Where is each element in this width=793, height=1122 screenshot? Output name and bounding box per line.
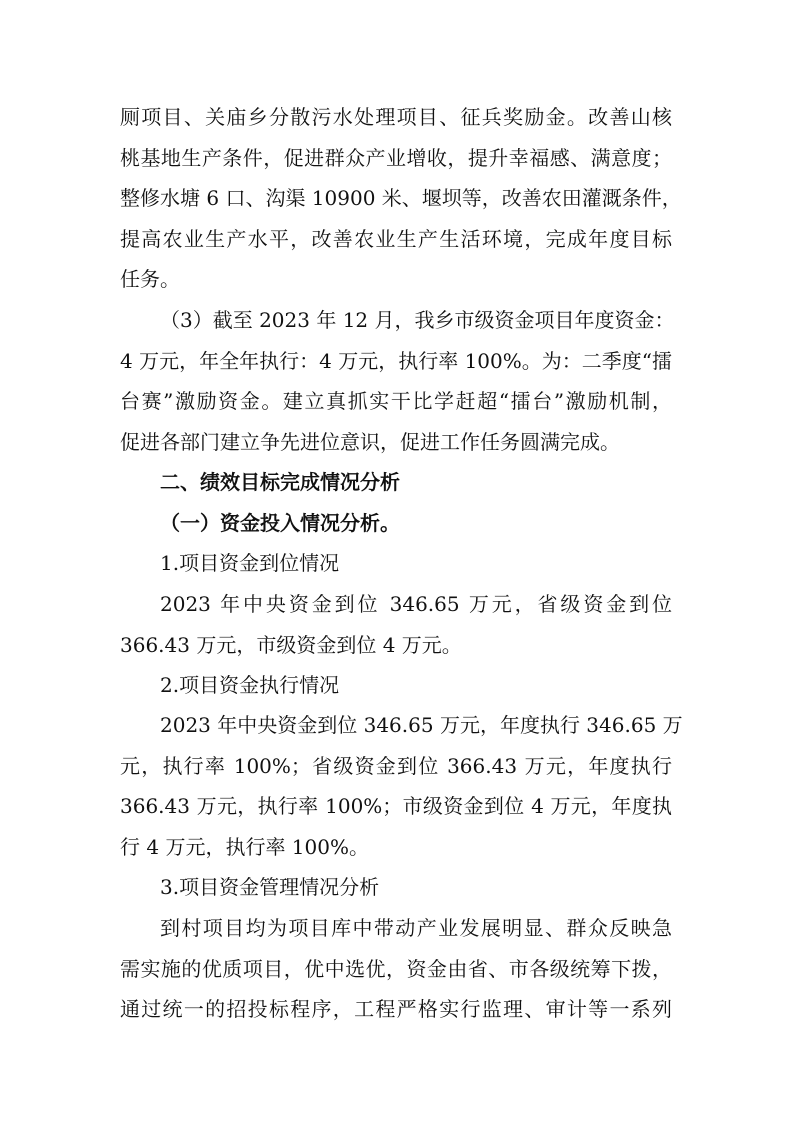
paragraph-city-funds <box>0 300 793 462</box>
text-line: 通过统一的招投标程序，工程严格实行监理、审计等一系列 <box>120 997 672 1021</box>
section-heading <box>0 462 793 503</box>
paragraph-funds-arrival <box>0 584 793 665</box>
section-heading-text: 二、绩效目标完成情况分析 <box>160 470 400 494</box>
text-line: （3）截至 2023 年 12 月，我乡市级资金项目年度资金： <box>160 308 675 332</box>
text-line: 2023 年中央资金到位 346.65 万元，年度执行 346.65 万 <box>160 713 683 737</box>
text-line: 4 万元，年全年执行：4 万元，执行率 100%。为：二季度“擂 <box>120 348 672 373</box>
text-line: 行 4 万元，执行率 100%。 <box>120 834 369 859</box>
text-line: 需实施的优质项目，优中选优，资金由省、市各级统筹下拨， <box>120 956 672 981</box>
item-title-funds-arrival <box>0 543 793 584</box>
text-line: 到村项目均为项目库中带动产业发展明显、群众反映急 <box>160 916 672 940</box>
item-title-funds-execution <box>0 665 793 706</box>
subsection-heading <box>0 503 793 544</box>
subsection-heading-text: （一）资金投入情况分析。 <box>160 511 400 535</box>
text-line: 366.43 万元，执行率 100%；市级资金到位 4 万元，年度执 <box>120 794 672 818</box>
item-title-text: 2.项目资金执行情况 <box>160 673 340 697</box>
item-title-text: 3.项目资金管理情况分析 <box>160 875 380 899</box>
text-line: 桃基地生产条件，促进群众产业增收，提升幸福感、满意度； <box>120 145 672 170</box>
item-title-funds-management <box>0 867 793 908</box>
text-line: 整修水塘 6 口、沟渠 10900 米、堰坝等，改善农田灌溉条件， <box>120 186 682 210</box>
item-title-text: 1.项目资金到位情况 <box>160 551 340 575</box>
text-line: 任务。 <box>120 267 180 291</box>
text-line: 促进各部门建立争先进位意识，促进工作任务圆满完成。 <box>120 429 620 454</box>
paragraph-project-summary <box>0 97 793 300</box>
text-line: 厕项目、关庙乡分散污水处理项目、征兵奖励金。改善山核 <box>120 105 672 129</box>
paragraph-funds-execution <box>0 705 793 867</box>
text-line: 台赛”激励资金。建立真抓实干比学赶超“擂台”激励机制， <box>120 389 672 413</box>
text-line: 元，执行率 100%；省级资金到位 366.43 万元，年度执行 <box>120 753 672 778</box>
text-line: 2023 年中央资金到位 346.65 万元，省级资金到位 <box>160 592 672 616</box>
text-line: 366.43 万元，市级资金到位 4 万元。 <box>120 632 462 657</box>
text-line: 提高农业生产水平，改善农业生产生活环境，完成年度目标 <box>120 226 672 251</box>
paragraph-funds-management <box>0 908 793 1030</box>
